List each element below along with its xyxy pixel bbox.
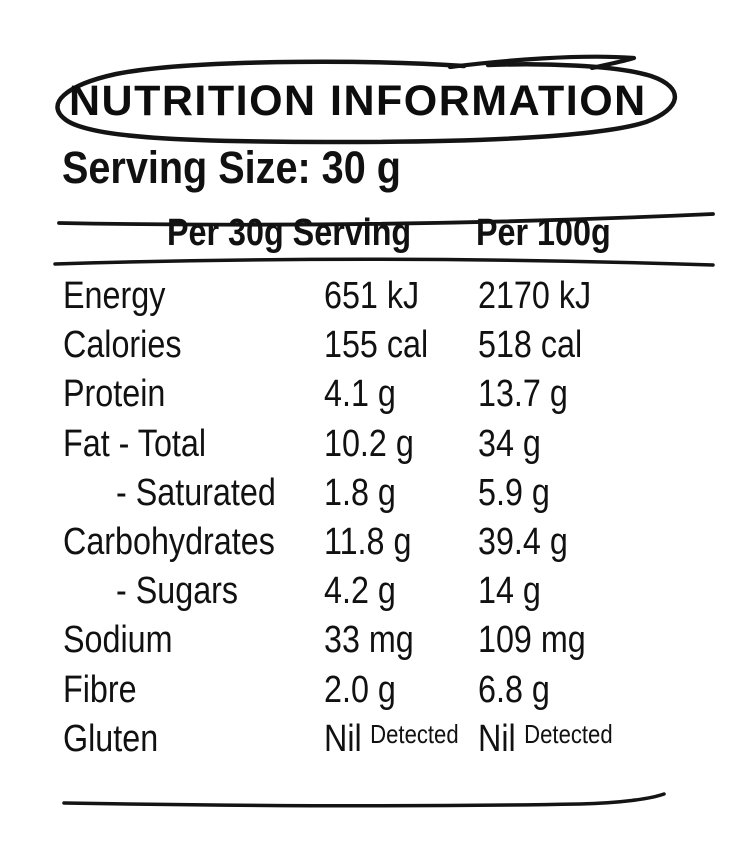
per-100g-value: 5.9 g xyxy=(478,471,550,514)
table-row xyxy=(63,469,713,518)
per-100g-value: 34 g xyxy=(478,422,541,465)
per-100g-value: 14 g xyxy=(478,570,541,613)
nutrient-name: - Sugars xyxy=(116,570,239,613)
table-bottom-rule xyxy=(60,792,670,812)
per-serving-value: 33 mg xyxy=(324,619,414,662)
nutrient-name: Fibre xyxy=(63,668,137,711)
per-serving-value xyxy=(324,718,478,761)
per-serving-value: 1.8 g xyxy=(324,471,396,514)
nutrient-name: Protein xyxy=(63,373,166,416)
nutrient-name: - Saturated xyxy=(116,471,276,514)
table-row xyxy=(63,666,713,715)
table-header-rule xyxy=(53,252,717,274)
per-100g-value: 13.7 g xyxy=(478,373,568,416)
nutrient-name: Gluten xyxy=(63,717,159,760)
table-row xyxy=(63,321,713,370)
per-serving-value: 651 kJ xyxy=(324,275,420,318)
table-row xyxy=(63,616,713,665)
table-row xyxy=(63,272,713,321)
per-100g-value: 39.4 g xyxy=(478,521,568,564)
per-serving-value: 10.2 g xyxy=(324,422,414,465)
serving-size xyxy=(62,142,447,193)
detected-superscript: Detected xyxy=(370,718,459,749)
per-100g-value: 2170 kJ xyxy=(478,275,592,318)
per-100g-value: 6.8 g xyxy=(478,668,550,711)
per-serving-value: 11.8 g xyxy=(324,521,412,564)
nutrient-name: Fat - Total xyxy=(63,422,207,465)
table-row xyxy=(63,567,713,616)
per-serving-value: 2.0 g xyxy=(324,668,396,711)
detected-superscript: Detected xyxy=(524,718,613,749)
table-row xyxy=(63,420,713,469)
per-serving-value: 4.1 g xyxy=(324,373,396,416)
table-row xyxy=(63,518,713,567)
per-100g-value: 109 mg xyxy=(478,619,586,662)
nutrient-name: Energy xyxy=(63,275,166,318)
per-100g-value xyxy=(478,718,713,761)
nutrient-name: Carbohydrates xyxy=(63,521,275,564)
nutrition-table xyxy=(63,272,713,764)
table-row xyxy=(63,370,713,419)
nutrient-name: Calories xyxy=(63,324,182,367)
per-100g-value: 518 cal xyxy=(478,324,583,367)
gluten-per-100g-value: Nil xyxy=(478,717,516,760)
column-header-per-serving: Per 30g Serving xyxy=(167,212,412,254)
serving-size-text: Serving Size: 30 g xyxy=(62,142,401,193)
table-row xyxy=(63,715,713,764)
nutrient-name: Sodium xyxy=(63,619,173,662)
per-serving-value: 4.2 g xyxy=(324,570,396,613)
gluten-per-serving-value: Nil xyxy=(324,717,362,760)
page-title: NUTRITION INFORMATION xyxy=(69,77,647,125)
column-header-per-100g: Per 100g xyxy=(476,212,611,254)
per-serving-value: 155 cal xyxy=(324,324,429,367)
